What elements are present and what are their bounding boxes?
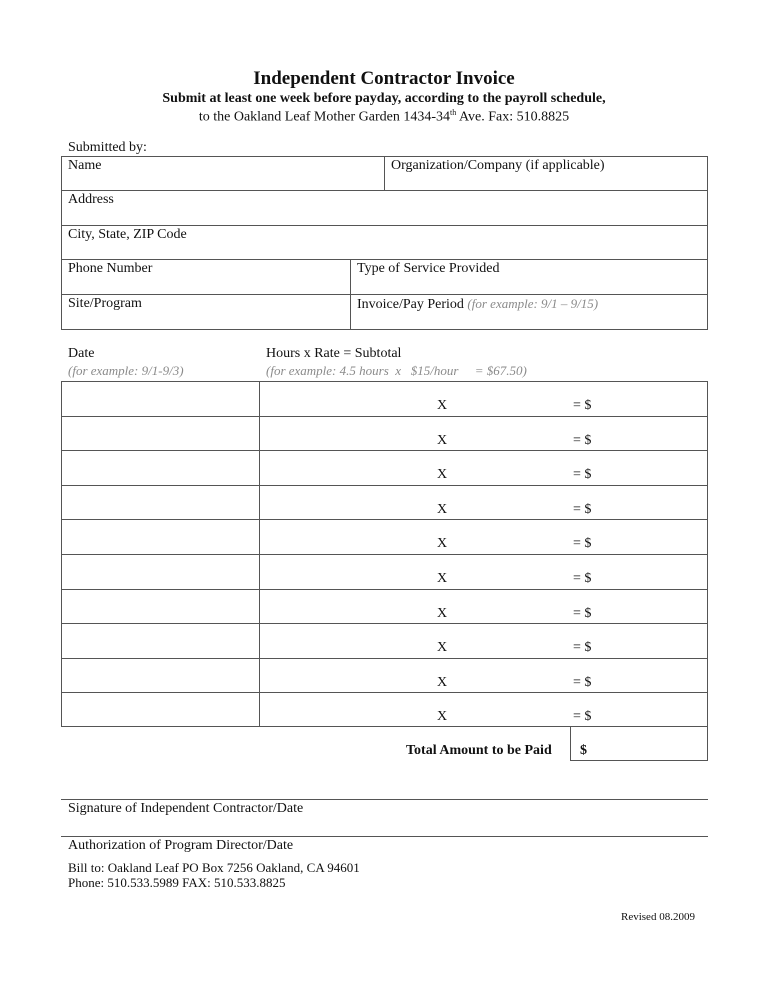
multiply-sign: X	[437, 605, 448, 621]
calc-column-header: Hours x Rate = Subtotal	[266, 346, 402, 361]
ordinal-suffix: th	[450, 108, 457, 117]
subtotal-field[interactable]: = $	[573, 467, 592, 483]
date-column-header: Date	[68, 346, 95, 361]
calc-hint-rate: $15/hour	[410, 363, 459, 378]
date-cell[interactable]	[62, 624, 258, 657]
divider	[384, 156, 385, 191]
subtotal-field[interactable]: = $	[573, 674, 592, 690]
instructions-bold: Submit at least one week before payday, according to the payroll schedule,	[162, 91, 606, 106]
calc-hint-total: = $67.50)	[474, 363, 527, 378]
phone-field[interactable]: Phone Number	[68, 261, 153, 276]
site-program-field[interactable]: Site/Program	[68, 296, 142, 311]
subtotal-field[interactable]: = $	[573, 501, 592, 517]
service-type-field[interactable]: Type of Service Provided	[357, 261, 500, 276]
subtotal-field[interactable]: = $	[573, 536, 592, 552]
date-cell[interactable]	[62, 520, 258, 553]
divider	[61, 259, 708, 260]
pay-period-label: Invoice/Pay Period	[357, 297, 464, 312]
multiply-sign: X	[437, 571, 448, 586]
divider	[61, 294, 708, 295]
organization-field[interactable]: Organization/Company (if applicable)	[391, 158, 605, 173]
multiply-sign: X	[437, 536, 448, 552]
date-cell[interactable]	[62, 417, 258, 450]
pay-period-field[interactable]	[357, 296, 598, 313]
subtotal-field[interactable]: = $	[573, 605, 592, 621]
multiply-sign: X	[437, 640, 448, 656]
subtotal-field[interactable]: = $	[573, 709, 592, 725]
divider	[61, 225, 708, 226]
subtotal-field[interactable]: = $	[573, 398, 592, 413]
city-state-zip-field[interactable]: City, State, ZIP Code	[68, 227, 187, 242]
subtotal-field[interactable]: = $	[573, 432, 592, 448]
subtotal-field[interactable]: = $	[573, 571, 592, 586]
subtotal-field[interactable]: = $	[573, 640, 592, 656]
date-cell[interactable]	[62, 590, 258, 623]
multiply-sign: X	[437, 398, 448, 413]
multiply-sign: X	[437, 709, 448, 725]
contractor-signature-label: Signature of Independent Contractor/Date	[68, 801, 304, 816]
date-cell[interactable]	[62, 555, 258, 588]
revised-date: Revised 08.2009	[621, 911, 695, 923]
address-field[interactable]: Address	[68, 192, 114, 207]
date-cell[interactable]	[62, 382, 258, 415]
multiply-sign: X	[437, 467, 448, 483]
page-title: Independent Contractor Invoice	[253, 68, 515, 89]
multiply-sign: X	[437, 501, 448, 517]
date-hint: (for example: 9/1-9/3)	[68, 363, 184, 378]
calc-hint	[266, 363, 527, 379]
submitted-by-label: Submitted by:	[68, 140, 147, 155]
total-currency: $	[580, 743, 587, 758]
instructions-address	[0, 108, 768, 126]
multiply-sign: X	[437, 674, 448, 690]
address-text: to the Oakland Leaf Mother Garden 1434-34	[198, 109, 450, 125]
date-cell[interactable]	[62, 451, 258, 484]
divider	[350, 259, 351, 330]
director-authorization-label: Authorization of Program Director/Date	[68, 838, 294, 853]
calc-hint-hours: (for example: 4.5 hours	[266, 363, 389, 378]
bill-to-address: Bill to: Oakland Leaf PO Box 7256 Oakland, CA 94601	[68, 860, 360, 875]
signature-line-contractor[interactable]	[61, 799, 708, 800]
date-cell[interactable]	[62, 486, 258, 519]
pay-period-hint: (for example: 9/1 – 9/15)	[467, 296, 599, 311]
name-field[interactable]: Name	[68, 158, 102, 173]
calc-hint-x: x	[395, 363, 402, 378]
signature-line-director[interactable]	[61, 836, 708, 837]
total-label: Total Amount to be Paid	[406, 743, 552, 758]
billing-phone-fax: Phone: 510.533.5989 FAX: 510.533.8825	[68, 875, 286, 890]
total-amount-field[interactable]	[570, 726, 708, 761]
date-cell[interactable]	[62, 693, 258, 726]
multiply-sign: X	[437, 432, 448, 448]
date-cell[interactable]	[62, 659, 258, 692]
fax-text: Ave. Fax: 510.8825	[456, 109, 570, 125]
